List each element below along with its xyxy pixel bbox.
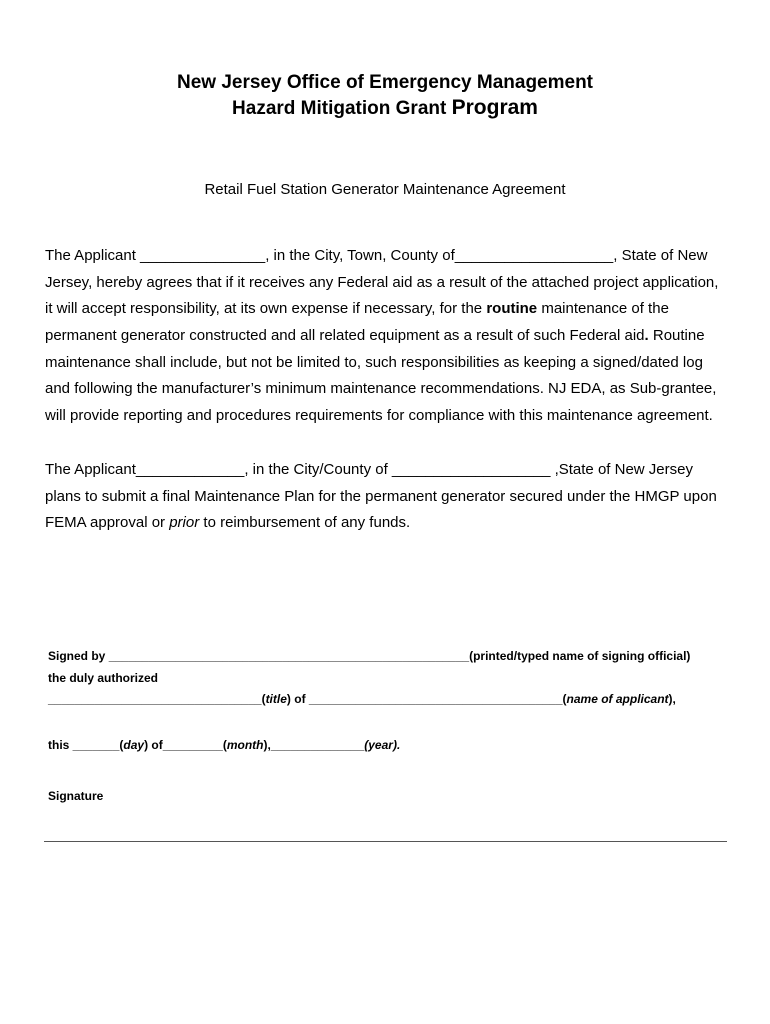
day-label: day (123, 738, 145, 752)
month-end: ), (263, 738, 271, 752)
paragraph1-line1: The Applicant _______________, in the City, Town, County of___________________, State of New (45, 247, 708, 264)
program-title-word: Program (451, 96, 538, 119)
paragraph1-line6: and following the manufacturer’s minimum maintenance recommendations. NJ EDA, as Sub-grantee, (45, 380, 717, 397)
day-blank: _______ (72, 738, 120, 752)
paragraph1-line3-text-b: maintenance of the (537, 300, 669, 317)
title-label: title (265, 692, 287, 706)
duly-authorized-line: the duly authorized (48, 671, 159, 685)
signed-by-label: Signed by (48, 649, 109, 663)
paragraph2-line3 (45, 514, 410, 531)
paragraph1-line5: maintenance shall include, but not be limited to, such responsibilities as keeping a signed/dated log (45, 354, 703, 371)
paragraph1-line4 (45, 327, 705, 344)
date-line: this _______(day) of_________(month),______________(year). (48, 738, 401, 752)
paragraph2-line2: plans to submit a final Maintenance Plan for the permanent generator secured under the HMGP upon (45, 488, 717, 505)
paragraph1-line4-text-a: permanent generator constructed and all related equipment as a result of such Federal aid (45, 327, 645, 344)
paragraph1-line7: will provide reporting and procedures requirements for compliance with this maintenance agreement. (45, 407, 713, 424)
document-subtitle-program (0, 97, 770, 120)
program-title-part: Hazard Mitigation Grant (232, 98, 452, 119)
month-label: month (226, 738, 264, 752)
document-title: New Jersey Office of Emergency Management (176, 72, 594, 93)
paragraph2-line1: The Applicant_____________, in the City/County of ___________________ ,State of New Jersey (45, 461, 693, 478)
signed-by-line (48, 649, 690, 663)
year-label: year (368, 738, 393, 752)
day-of: ) of (144, 738, 163, 752)
month-blank: _________ (162, 738, 223, 752)
prior-emphasis: prior (169, 514, 200, 531)
paragraph2-line3-text-a: FEMA approval or (45, 514, 170, 531)
year-blank: ______________ (270, 738, 365, 752)
routine-emphasis: routine (486, 300, 538, 317)
paragraph1-line2: Jersey, hereby agrees that if it receives any Federal aid as a result of the attached project application, (45, 274, 719, 291)
title-applicant-line: ________________________________(title) of ______________________________________(name of applicant), (48, 692, 676, 706)
signed-by-suffix: (printed/typed name of signing official) (469, 649, 691, 663)
this-label: this (48, 738, 73, 752)
paragraph1-line3 (45, 300, 669, 317)
paragraph2-line3-text-b: to reimbursement of any funds. (199, 514, 411, 531)
year-end: ). (392, 738, 401, 752)
paragraph1-line3-text-a: it will accept responsibility, at its own expense if necessary, for the (45, 300, 487, 317)
applicant-label: name of applicant (566, 692, 669, 706)
agreement-title: Retail Fuel Station Generator Maintenance Agreement (204, 181, 566, 198)
applicant-end: ), (668, 692, 676, 706)
signed-by-blank: ______________________________________________________ (108, 649, 470, 663)
paragraph1-line4-text-b: Routine (648, 327, 705, 344)
applicant-blank: ______________________________________ (308, 692, 563, 706)
signature-rule (44, 841, 727, 842)
title-blank: ________________________________ (48, 692, 262, 706)
title-of: ) of (286, 692, 309, 706)
signature-label: Signature (48, 789, 104, 803)
paragraph1-line4-dot: . (644, 327, 649, 344)
